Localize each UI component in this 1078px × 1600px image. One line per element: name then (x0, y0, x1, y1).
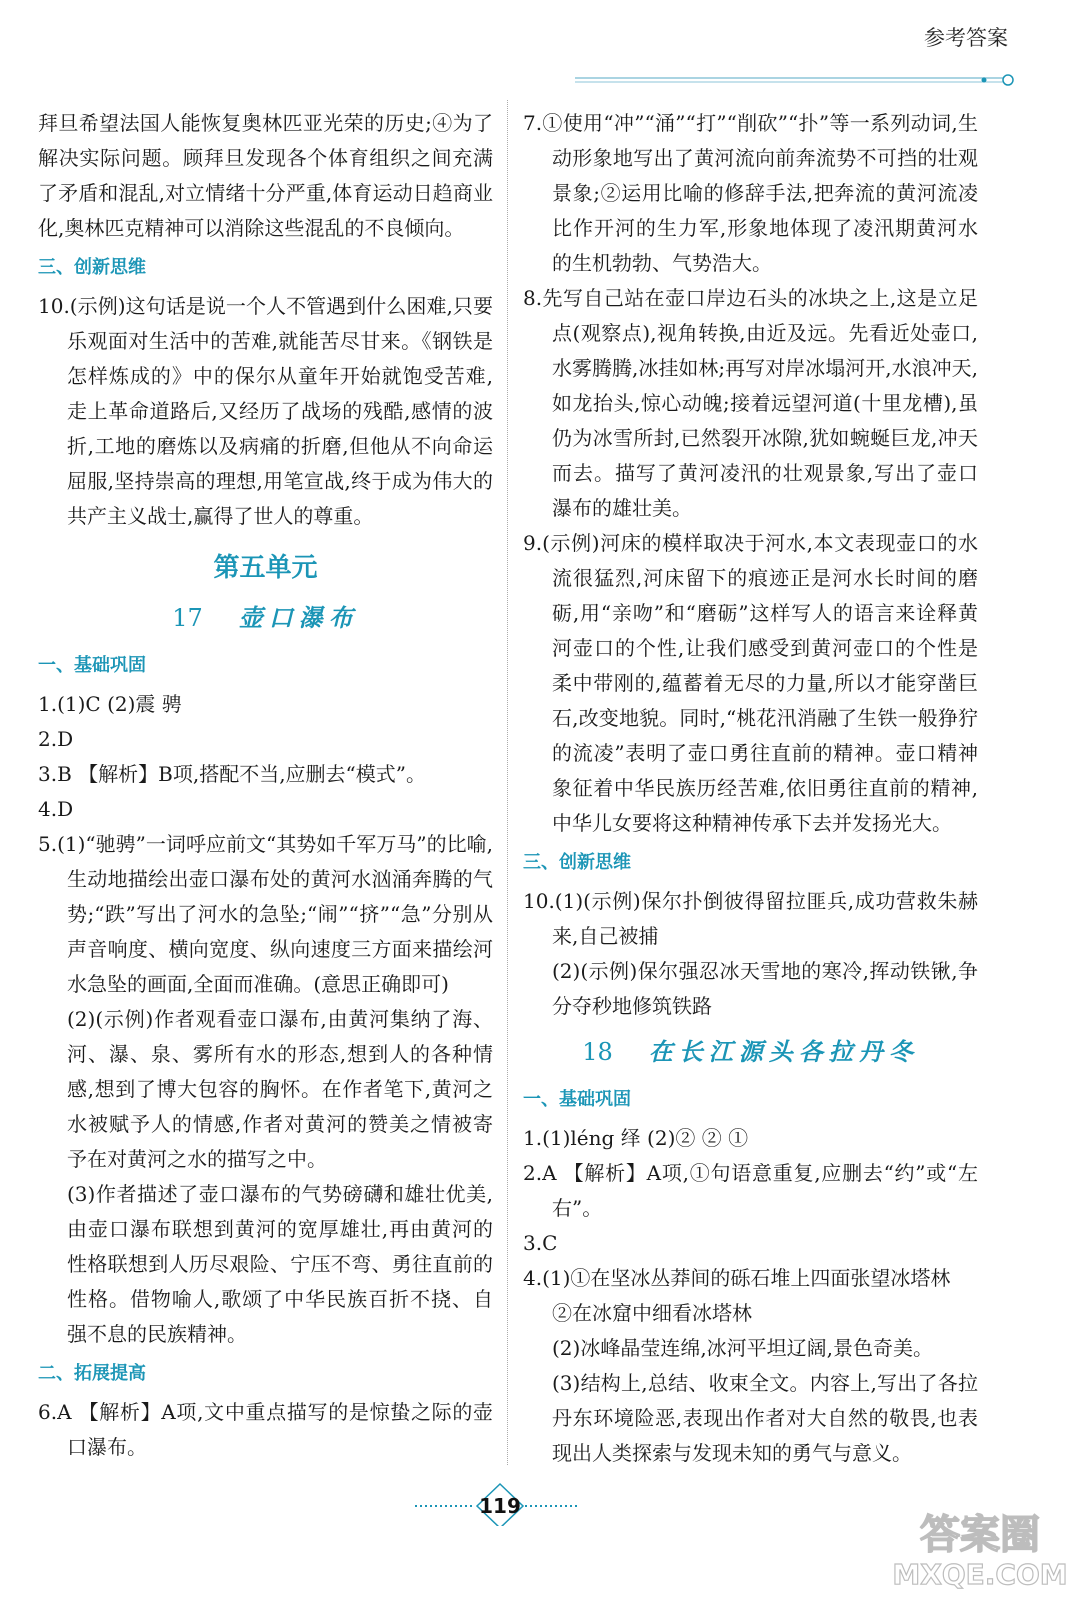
section-heading: 三、创新思维 (523, 852, 631, 873)
watermark-url: MXQE.COM (892, 1558, 1068, 1591)
unit-title: 第五单元 (213, 553, 318, 583)
column-divider (507, 100, 508, 1465)
answer-2: 2.A 【解析】A项,①句语意重复,应删去“约”或“左右”。 (523, 1161, 978, 1220)
answer-2: 2.D (38, 727, 74, 751)
answer-3: 3.C (523, 1231, 558, 1255)
section-heading: 一、基础巩固 (38, 655, 146, 676)
answer-4-part-2: (2)冰峰晶莹连绵,冰河平坦辽阔,景色奇美。 (552, 1336, 934, 1360)
answer-10-part-2: (2)(示例)保尔强忍冰天雪地的寒冷,挥动铁锹,争分夺秒地修筑铁路 (552, 959, 978, 1018)
lesson-name: 壶口瀑布 (238, 603, 359, 632)
section-heading: 二、拓展提高 (38, 1363, 146, 1384)
answer-6: 6.A 【解析】A项,文中重点描写的是惊蛰之际的壶口瀑布。 (38, 1400, 493, 1459)
right-column (523, 106, 978, 1471)
answer-10: 10.(示例)这句话是说一个人不管遇到什么困难,只要乐观面对生活中的苦难,就能苦尽甘来。《钢铁是怎样炼成的》中的保尔从童年开始就饱受苦难,走上革命道路后,又经历了战场的残酷,感情的波折,工地的磨炼以及病痛的折磨,但他从不向命运屈服,坚持崇高的理想,用笔宣战,终于成为伟大的共产主义战士,赢得了世人的尊重。 (38, 294, 493, 528)
answer-4-part-1b: ②在冰窟中细看冰塔林 (552, 1301, 752, 1325)
answer-3: 3.B 【解析】B项,搭配不当,应删去“模式”。 (38, 762, 426, 786)
answer-8: 8.先写自己站在壶口岸边石头的冰块之上,这是立足点(观察点),视角转换,由近及远。先看近处壶口,水雾腾腾,冰挂如林;再写对岸冰塌河开,水浪冲天,如龙抬头,惊心动魄;接着远望河道(十里龙槽),虽仍为冰雪所封,已然裂开冰隙,犹如蜿蜒巨龙,冲天而去。描写了黄河凌汛的壮观景象,写出了壶口瀑布的雄壮美。 (523, 286, 978, 520)
lesson-18-title (523, 1030, 978, 1074)
answer-4-part-3: (3)结构上,总结、收束全文。内容上,写出了各拉丹东环境险恶,表现出作者对大自然的敬畏,也表现出人类探索与发现未知的勇气与意义。 (552, 1371, 978, 1465)
watermark-logo (890, 1496, 1070, 1596)
lesson-number: 17 (172, 604, 203, 632)
header-title: 参考答案 (924, 26, 1008, 50)
header-decoration (0, 0, 1078, 100)
lesson-17-title (38, 596, 493, 640)
answer-5-part-2: (2)(示例)作者观看壶口瀑布,由黄河集纳了海、河、瀑、泉、雾所有水的形态,想到人的各种情感,想到了博大包容的胸怀。在作者笔下,黄河之水被赋予人的情感,作者对黄河的赞美之情被寄予在对黄河之水的描写之中。 (67, 1007, 493, 1171)
lesson-number: 18 (582, 1038, 613, 1066)
lesson-name: 在长江源头各拉丹冬 (648, 1037, 919, 1066)
answer-1: 1.(1)C (2)震 骋 (38, 692, 182, 716)
page-number: 119 (479, 1494, 521, 1518)
answer-4-part-1a: 4.(1)①在坚冰丛莽间的砾石堆上四面张望冰塔林 (523, 1266, 951, 1290)
left-column (38, 106, 493, 1465)
answer-1: 1.(1)léng 绎 (2)② ② ① (523, 1126, 749, 1150)
section-heading: 三、创新思维 (38, 257, 146, 278)
answer-4: 4.D (38, 797, 74, 821)
answer-7: 7.①使用“冲”“涌”“打”“削砍”“扑”等一系列动词,生动形象地写出了黄河流向前奔流势不可挡的壮观景象;②运用比喻的修辞手法,把奔流的黄河流凌比作开河的生力军,形象地体现了凌汛期黄河水的生机勃勃、气势浩大。 (523, 111, 978, 275)
section-heading: 一、基础巩固 (523, 1089, 631, 1110)
answer-paragraph: 拜旦希望法国人能恢复奥林匹亚光荣的历史;④为了解决实际问题。顾拜旦发现各个体育组织之间充满了矛盾和混乱,对立情绪十分严重,体育运动日趋商业化,奥林匹克精神可以消除这些混乱的不良倾向。 (38, 111, 493, 240)
answer-5-part-1: 5.(1)“驰骋”一词呼应前文“其势如千军万马”的比喻,生动地描绘出壶口瀑布处的黄河水汹涌奔腾的气势;“跌”写出了河水的急坠;“闹”“挤”“急”分别从声音响度、横向宽度、纵向速度三方面来描绘河水急坠的画面,全面而准确。(意思正确即可) (38, 832, 493, 996)
watermark-text: 答案圈 (920, 1512, 1040, 1558)
answer-10-part-1: 10.(1)(示例)保尔扑倒彼得留拉匪兵,成功营救朱赫来,自己被捕 (523, 889, 978, 948)
answer-9: 9.(示例)河床的模样取决于河水,本文表现壶口的水流很猛烈,河床留下的痕迹正是河水长时间的磨砺,用“亲吻”和“磨砺”这样写人的语言来诠释黄河壶口的个性,让我们感受到黄河壶口的个性是柔中带刚的,蕴蓄着无尽的力量,所以才能穿凿巨石,改变地貌。同时,“桃花汛消融了生铁一般狰狞的流凌”表明了壶口勇往直前的精神。壶口精神象征着中华民族历经苦难,依旧勇往直前的精神,中华儿女要将这种精神传承下去并发扬光大。 (523, 531, 978, 835)
answer-5-part-3: (3)作者描述了壶口瀑布的气势磅礴和雄壮优美,由壶口瀑布联想到黄河的宽厚雄壮,再由黄河的性格联想到人历尽艰险、宁压不弯、勇往直前的性格。借物喻人,歌颂了中华民族百折不挠、自强不息的民族精神。 (67, 1182, 493, 1346)
